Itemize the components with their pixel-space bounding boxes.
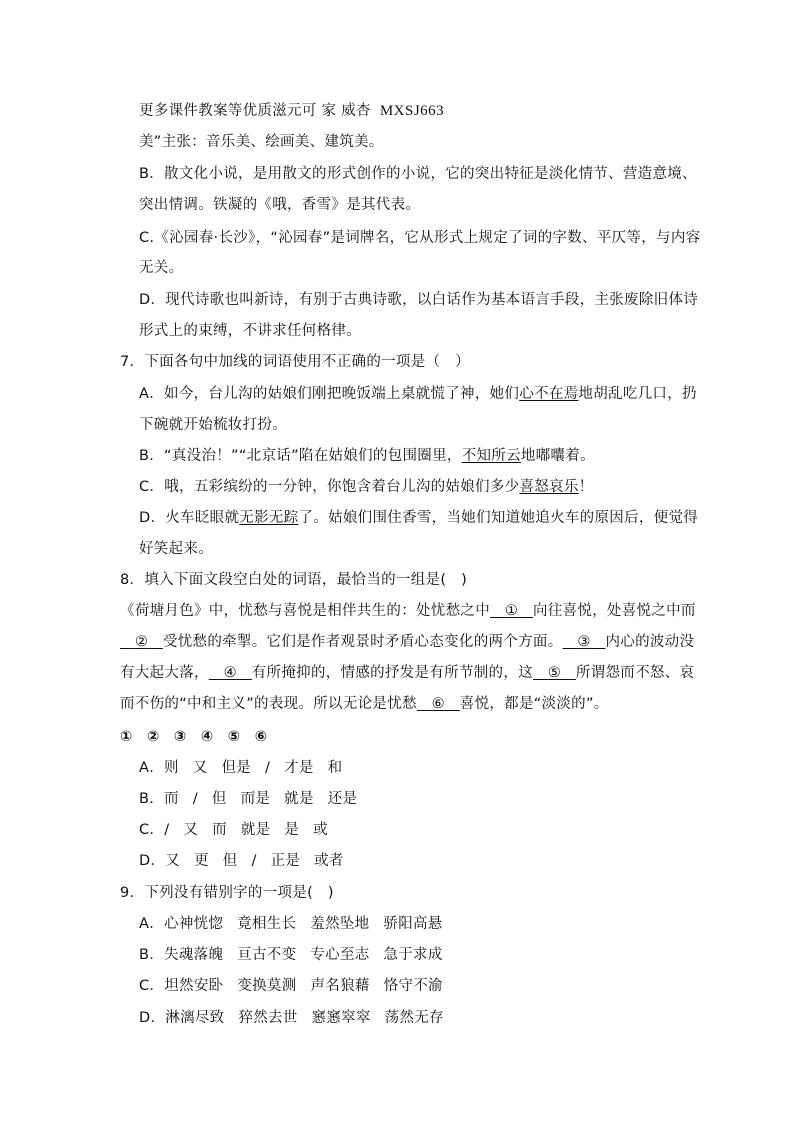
q8-d-6: 或者 — [314, 853, 344, 869]
q7-d-pre: D．火车眨眼就 — [139, 510, 240, 526]
q7-option-a-line1 — [139, 384, 697, 404]
q7-a-underlined: 心不在焉 — [519, 386, 579, 402]
q9-a-1: A．心神恍惚 — [139, 916, 224, 932]
q9-stem: 9．下列没有错别字的一项是( ) — [120, 885, 334, 901]
q8-d-1: D．又 — [139, 853, 181, 869]
q9-c-4: 恪守不渝 — [383, 978, 443, 994]
q8-blank-6 — [417, 696, 460, 712]
q8-blank-1-label: ① — [504, 603, 519, 619]
q8-blank-2-label: ② — [134, 634, 149, 650]
q8-a-1: A．则 — [139, 760, 179, 776]
q8-a-5: 才是 — [284, 760, 314, 776]
q8-d-3: 但 — [222, 853, 238, 869]
q8-p3-b: 有所掩抑的，情感的抒发是有所节制的，这 — [251, 665, 533, 681]
q8-c-2: 又 — [183, 822, 199, 838]
q8-d-5: 正是 — [270, 853, 301, 869]
q7-stem: 7．下面各句中加线的词语使用不正确的一项是（ ） — [120, 354, 470, 370]
q8-blank-1 — [490, 603, 533, 619]
q8-p1-b: 向往喜悦，处喜悦之中而 — [532, 603, 696, 619]
q8-passage-line4 — [120, 694, 609, 714]
q8-p2-a: 受忧愁的牵掣。它们是作者观景时矛盾心态变化的两个方面。 — [162, 634, 563, 650]
q8-blank-number-row — [120, 727, 267, 747]
q8-option-a — [139, 758, 342, 778]
q8-b-5: 就是 — [284, 791, 314, 807]
q8-a-4: / — [265, 760, 271, 776]
q8-p1-a: 《荷塘月色》中，忧愁与喜悦是相伴共生的：处忧愁之中 — [120, 603, 490, 619]
q7-option-b — [139, 446, 595, 466]
q8-num-5: ⑤ — [227, 729, 241, 745]
q9-a-4: 骄阳高悬 — [383, 916, 443, 932]
q8-blank-4 — [209, 665, 252, 681]
q8-num-3: ③ — [173, 729, 187, 745]
q8-d-2: 更 — [194, 853, 209, 869]
q9-c-3: 声名狼藉 — [310, 978, 370, 994]
q9-b-3: 专心至志 — [310, 947, 370, 963]
q8-a-6: 和 — [327, 760, 343, 776]
q8-p3-c: 所谓怨而不怒、哀 — [575, 665, 695, 681]
q9-option-b — [139, 945, 443, 965]
q8-blank-6-label: ⑥ — [431, 696, 445, 712]
q8-b-4: 而是 — [240, 791, 271, 807]
q9-a-3: 羞然坠地 — [310, 916, 370, 932]
q9-b-4: 急于求成 — [383, 947, 443, 963]
q7-b-underlined: 不知所云 — [461, 448, 521, 464]
q6-option-b-line2: 突出情调。铁凝的《哦，香雪》是其代表。 — [139, 197, 421, 213]
q8-blank-5 — [533, 665, 576, 681]
q9-option-c — [139, 976, 443, 996]
q7-option-d-line2: 好笑起来。 — [139, 541, 213, 557]
q7-d-post: 了。姑娘们围住香雪，当她们知道她追火车的原因后，便觉得 — [298, 510, 699, 526]
q9-d-3: 窸窸窣窣 — [311, 1010, 371, 1026]
q8-d-4: / — [251, 853, 257, 869]
q8-num-6: ⑥ — [254, 729, 268, 745]
q8-blank-3 — [563, 634, 606, 650]
header-text: 更多课件教案等优质滋元可 家 威杏 — [139, 103, 371, 119]
q9-c-1: C．坦然安卧 — [139, 978, 224, 994]
q9-b-2: 亘古不变 — [237, 947, 297, 963]
q8-option-d — [139, 851, 344, 871]
q8-b-2: / — [192, 791, 198, 807]
q7-b-pre: B．“真没治！”“北京话”陷在姑娘们的包围圈里， — [139, 448, 462, 464]
q8-passage-line2 — [120, 632, 694, 652]
q8-b-1: B．而 — [139, 791, 179, 807]
q8-c-3: 而 — [212, 822, 227, 838]
q9-d-4: 荡然无存 — [384, 1010, 444, 1026]
header-line — [139, 101, 444, 121]
q9-option-d — [139, 1008, 444, 1028]
q8-num-4: ④ — [200, 729, 214, 745]
q8-c-6: 或 — [313, 822, 328, 838]
q7-c-pre: C．哦，五彩缤纷的一分钟，你饱含着台儿沟的姑娘们多少 — [139, 479, 520, 495]
q8-p4-b: 喜悦，都是“淡淡的”。 — [459, 696, 609, 712]
q7-d-underlined: 无影无踪 — [239, 510, 299, 526]
q8-p2-b: 内心的波动没 — [605, 634, 695, 650]
q8-num-2: ② — [146, 729, 160, 745]
q7-a-pre: A．如今，台儿沟的姑娘们刚把晚饭端上桌就慌了神，她们 — [139, 386, 520, 402]
q8-c-1: C．/ — [139, 822, 170, 838]
q8-passage-line3 — [120, 663, 694, 683]
q8-b-6: 还是 — [327, 791, 358, 807]
q8-b-3: 但 — [211, 791, 227, 807]
header-code: MXSJ663 — [379, 103, 445, 119]
q9-d-1: D．淋漓尽致 — [139, 1010, 225, 1026]
q9-b-1: B．失魂落魄 — [139, 947, 224, 963]
q8-stem: 8．填入下面文段空白处的词语，最恰当的一组是( ) — [120, 572, 468, 588]
q6-option-d-line2: 形式上的束缚，不讲求任何格律。 — [139, 323, 361, 339]
q6-option-b-line1: B．散文化小说，是用散文的形式创作的小说，它的突出特征是淡化情节、营造意境、 — [139, 166, 697, 182]
q7-option-c — [139, 477, 593, 497]
q8-blank-4-label: ④ — [223, 665, 237, 681]
q6-option-a-continuation: 美”主张：音乐美、绘画美、建筑美。 — [139, 134, 384, 150]
q8-passage-line1 — [120, 601, 696, 621]
q8-c-5: 是 — [284, 822, 300, 838]
q8-num-1: ① — [120, 729, 133, 745]
q8-option-b — [139, 789, 357, 809]
q9-d-2: 猝然去世 — [238, 1010, 298, 1026]
q8-c-4: 就是 — [240, 822, 271, 838]
q6-option-c-line1: C.《沁园春·长沙》，“沁园春”是词牌名，它从形式上规定了词的字数、平仄等，与内容 — [139, 230, 701, 246]
q8-blank-3-label: ③ — [577, 634, 591, 650]
q8-blank-5-label: ⑤ — [547, 665, 562, 681]
q6-option-c-line2: 无关。 — [139, 260, 184, 276]
q7-option-a-line2: 下碗就开始梳妆打扮。 — [139, 417, 287, 433]
q8-a-3: 但是 — [221, 760, 252, 776]
q8-p4-a: 而不伤的“中和主义”的表现。所以无论是忧愁 — [120, 696, 417, 712]
q8-a-2: 又 — [192, 760, 208, 776]
q8-blank-2 — [120, 634, 163, 650]
q9-c-2: 变换莫测 — [237, 978, 297, 994]
q6-option-d-line1: D．现代诗歌也叫新诗，有别于古典诗歌，以白话作为基本语言手段，主张废除旧体诗 — [139, 292, 699, 308]
q9-option-a — [139, 914, 443, 934]
q7-c-underlined: 喜怒哀乐 — [519, 479, 579, 495]
q9-a-2: 竟相生长 — [237, 916, 297, 932]
q8-p3-a: 有大起大落， — [120, 665, 209, 681]
q7-c-post: ！ — [578, 479, 594, 495]
q7-b-post: 地嘟囔着。 — [520, 448, 595, 464]
q8-option-c — [139, 820, 328, 840]
q7-a-post: 地胡乱吃几口，扔 — [578, 386, 697, 402]
q7-option-d-line1 — [139, 508, 698, 528]
